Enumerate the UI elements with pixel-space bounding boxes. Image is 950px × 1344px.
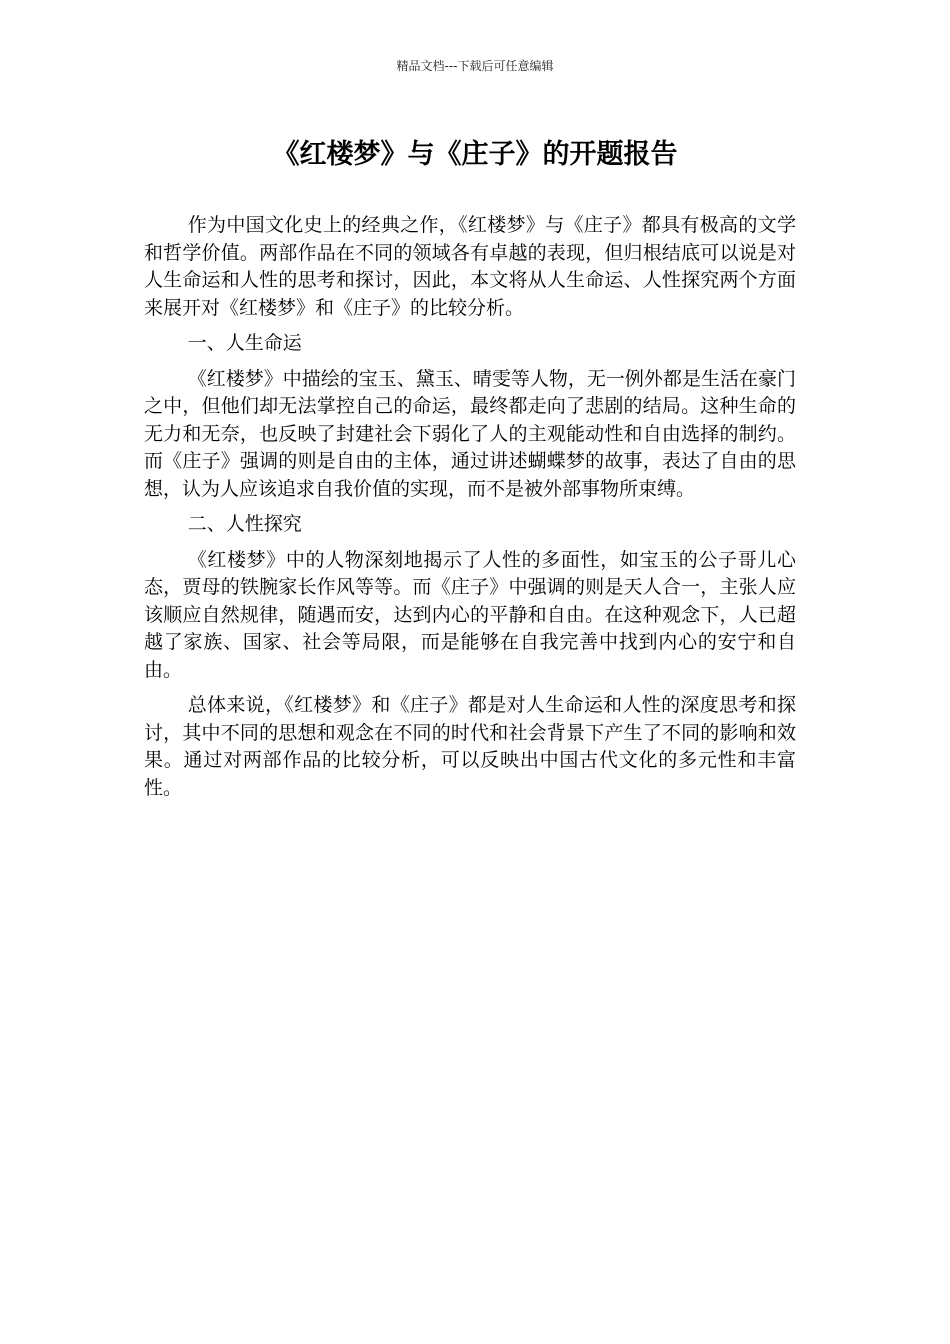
section-heading-human-nature: 二、人性探究 — [187, 513, 302, 535]
document-body — [144, 212, 796, 810]
document-title: 《红楼梦》与《庄子》的开题报告 — [272, 139, 678, 170]
header-note: 精品文档---下载后可任意编辑 — [396, 59, 554, 73]
section-heading-fate: 一、人生命运 — [187, 332, 302, 354]
intro-paragraph: 作为中国文化史上的经典之作，《红楼梦》与《庄子》都具有极高的文学和哲学价值。两部作品在不同的领域各有卓越的表现，但归根结底可以说是对人生命运和人性的思考和探讨，因此，本文将从人生命运、人性探究两个方面来展开对《红楼梦》和《庄子》的比较分析。 — [144, 214, 796, 319]
section-fate-paragraph: 《红楼梦》中描绘的宝玉、黛玉、晴雯等人物，无一例外都是生活在豪门之中，但他们却无法掌控自己的命运，最终都走向了悲剧的结局。这种生命的无力和无奈，也反映了封建社会下弱化了人的主观能动性和自由选择的制约。而《庄子》强调的则是自由的主体，通过讲述蝴蝶梦的故事，表达了自由的思想，认为人应该追求自我价值的实现，而不是被外部事物所束缚。 — [144, 367, 796, 500]
conclusion-paragraph: 总体来说，《红楼梦》和《庄子》都是对人生命运和人性的深度思考和探讨，其中不同的思想和观念在不同的时代和社会背景下产生了不同的影响和效果。通过对两部作品的比较分析，可以反映出中国古代文化的多元性和丰富性。 — [144, 694, 796, 799]
section-human-nature-paragraph: 《红楼梦》中的人物深刻地揭示了人性的多面性，如宝玉的公子哥儿心态，贾母的铁腕家长作风等等。而《庄子》中强调的则是天人合一，主张人应该顺应自然规律，随遇而安，达到内心的平静和自由。在这种观念下，人已超越了家族、国家、社会等局限，而是能够在自我完善中找到内心的安宁和自由。 — [144, 548, 796, 681]
